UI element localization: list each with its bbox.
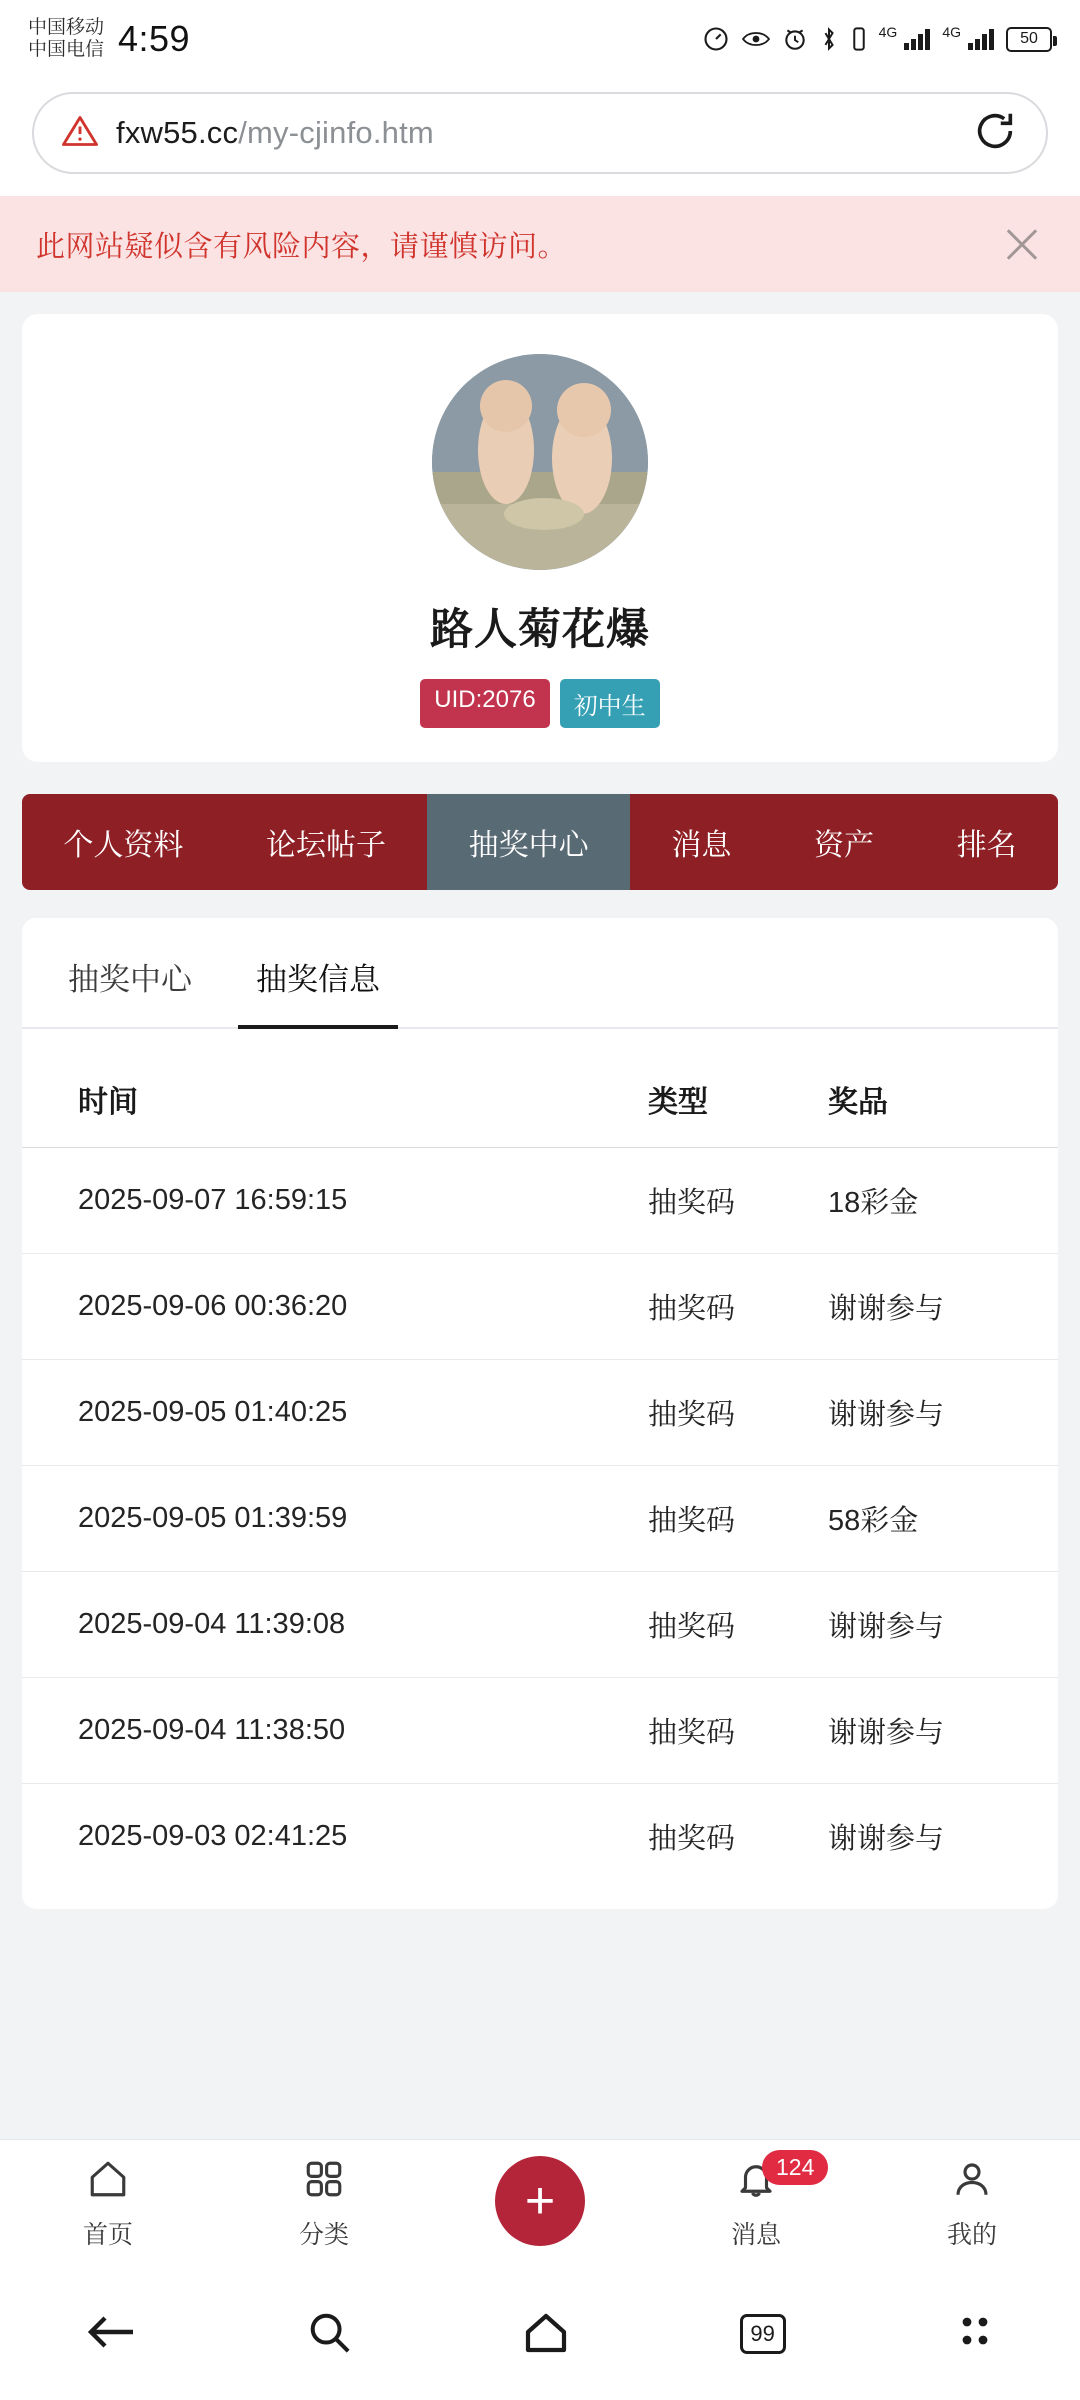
nav-tab-profile[interactable]: 个人资料 (63, 829, 184, 862)
risk-warning-text: 此网站疑似含有风险内容，请谨慎访问。 (36, 230, 568, 263)
uid-badge: UID:2076 (420, 679, 549, 728)
network-type-2: 4G (942, 24, 961, 40)
web-page-content (0, 292, 1080, 2400)
lottery-records-table (22, 1077, 1058, 1889)
nav-tab-assets[interactable]: 资产 (814, 829, 875, 862)
bottom-nav-categories-label: 分类 (298, 2220, 349, 2249)
browser-toolbar (0, 78, 1080, 196)
cell-type: 抽奖码 (648, 1254, 828, 1360)
sub-tab-lottery-info[interactable]: 抽奖信息 (224, 918, 412, 1027)
bottom-nav-mine[interactable] (864, 2158, 1080, 2251)
risk-warning-banner (0, 196, 1080, 292)
address-bar[interactable] (32, 92, 1048, 174)
profile-card (22, 314, 1058, 762)
address-bar-url (116, 115, 434, 151)
bottom-nav-mine-label: 我的 (946, 2220, 997, 2249)
bottom-nav-home[interactable] (0, 2158, 216, 2251)
search-icon[interactable] (306, 2309, 352, 2360)
table-row (22, 1678, 1058, 1784)
cell-prize: 18彩金 (828, 1148, 1058, 1254)
battery-icon (1006, 27, 1052, 52)
profile-nav-tabs (22, 794, 1058, 890)
network-type-1: 4G (878, 24, 898, 40)
home-icon (87, 2158, 129, 2207)
carrier-line-2: 中国电信 (28, 39, 105, 60)
cell-prize: 谢谢参与 (828, 1360, 1058, 1466)
bottom-nav-categories[interactable] (216, 2158, 432, 2251)
nav-tab-lottery-center[interactable]: 抽奖中心 (427, 794, 630, 890)
cell-time: 2025-09-06 00:36:20 (22, 1254, 648, 1360)
url-host: fxw55.cc (116, 115, 239, 150)
status-icons (702, 25, 1052, 53)
cell-time: 2025-09-04 11:39:08 (22, 1572, 648, 1678)
carrier-labels (28, 17, 104, 62)
warning-triangle-icon (62, 114, 98, 153)
cell-time: 2025-09-03 02:41:25 (22, 1784, 648, 1890)
home-icon[interactable] (522, 2310, 570, 2359)
profile-username: 路人菊花爆 (430, 606, 650, 654)
person-icon (951, 2158, 993, 2207)
cell-type: 抽奖码 (648, 1572, 828, 1678)
table-row (22, 1466, 1058, 1572)
bottom-nav-create[interactable] (432, 2162, 648, 2246)
more-options-icon[interactable] (955, 2310, 995, 2359)
alarm-icon (782, 26, 808, 52)
cell-type: 抽奖码 (648, 1678, 828, 1784)
cell-time: 2025-09-07 16:59:15 (22, 1148, 648, 1254)
nav-tab-forum-posts[interactable]: 论坛帖子 (266, 829, 386, 862)
lottery-panel (22, 918, 1058, 1909)
nav-tab-ranking[interactable]: 排名 (956, 829, 1017, 862)
cell-type: 抽奖码 (648, 1360, 828, 1466)
col-header-prize: 奖品 (828, 1077, 1058, 1148)
reload-icon[interactable] (972, 108, 1018, 159)
tabs-count-icon[interactable]: 99 (740, 2314, 786, 2354)
eye-icon (741, 27, 771, 51)
cell-prize: 谢谢参与 (828, 1678, 1058, 1784)
app-bottom-nav (0, 2140, 1080, 2268)
table-row (22, 1254, 1058, 1360)
table-row (22, 1360, 1058, 1466)
message-count-badge: 124 (762, 2150, 828, 2185)
cell-prize: 58彩金 (828, 1466, 1058, 1572)
nav-tab-messages[interactable]: 消息 (671, 829, 732, 862)
cell-time: 2025-09-05 01:39:59 (22, 1466, 648, 1572)
close-icon[interactable] (1000, 222, 1044, 266)
vibrate-icon (850, 26, 868, 52)
status-clock: 4:59 (118, 18, 191, 59)
grid-icon (303, 2158, 345, 2207)
signal-icon-1 (903, 27, 931, 51)
carrier-line-1: 中国移动 (28, 16, 105, 38)
lottery-sub-tabs (22, 918, 1058, 1029)
col-header-time: 时间 (22, 1077, 648, 1148)
cell-prize: 谢谢参与 (828, 1254, 1058, 1360)
bottom-nav-messages-label: 消息 (730, 2220, 781, 2249)
bluetooth-icon (819, 26, 839, 52)
system-navigation-bar (0, 2268, 1080, 2400)
cell-prize: 谢谢参与 (828, 1784, 1058, 1890)
table-row (22, 1148, 1058, 1254)
table-body (22, 1148, 1058, 1890)
status-bar (0, 0, 1080, 78)
sub-tab-lottery-center[interactable]: 抽奖中心 (68, 962, 192, 997)
cell-type: 抽奖码 (648, 1466, 828, 1572)
bottom-nav-messages[interactable] (648, 2153, 864, 2251)
table-row (22, 1784, 1058, 1890)
cell-type: 抽奖码 (648, 1784, 828, 1890)
cell-prize: 谢谢参与 (828, 1572, 1058, 1678)
url-path: /my-cjinfo.htm (238, 115, 434, 150)
battery-level: 50 (1020, 30, 1038, 47)
back-icon[interactable] (85, 2310, 137, 2359)
cell-time: 2025-09-05 01:40:25 (22, 1360, 648, 1466)
cell-type: 抽奖码 (648, 1148, 828, 1254)
plus-icon[interactable]: + (495, 2156, 585, 2246)
table-header-row (22, 1077, 1058, 1148)
table-row (22, 1572, 1058, 1678)
level-badge: 初中生 (560, 679, 660, 728)
table-head (22, 1077, 1058, 1148)
col-header-type: 类型 (648, 1077, 828, 1148)
avatar[interactable] (432, 354, 648, 570)
bottom-nav-home-label: 首页 (82, 2220, 133, 2249)
speedometer-icon (702, 25, 730, 53)
cell-time: 2025-09-04 11:38:50 (22, 1678, 648, 1784)
signal-icon-2 (967, 27, 995, 51)
profile-badges (420, 679, 659, 728)
